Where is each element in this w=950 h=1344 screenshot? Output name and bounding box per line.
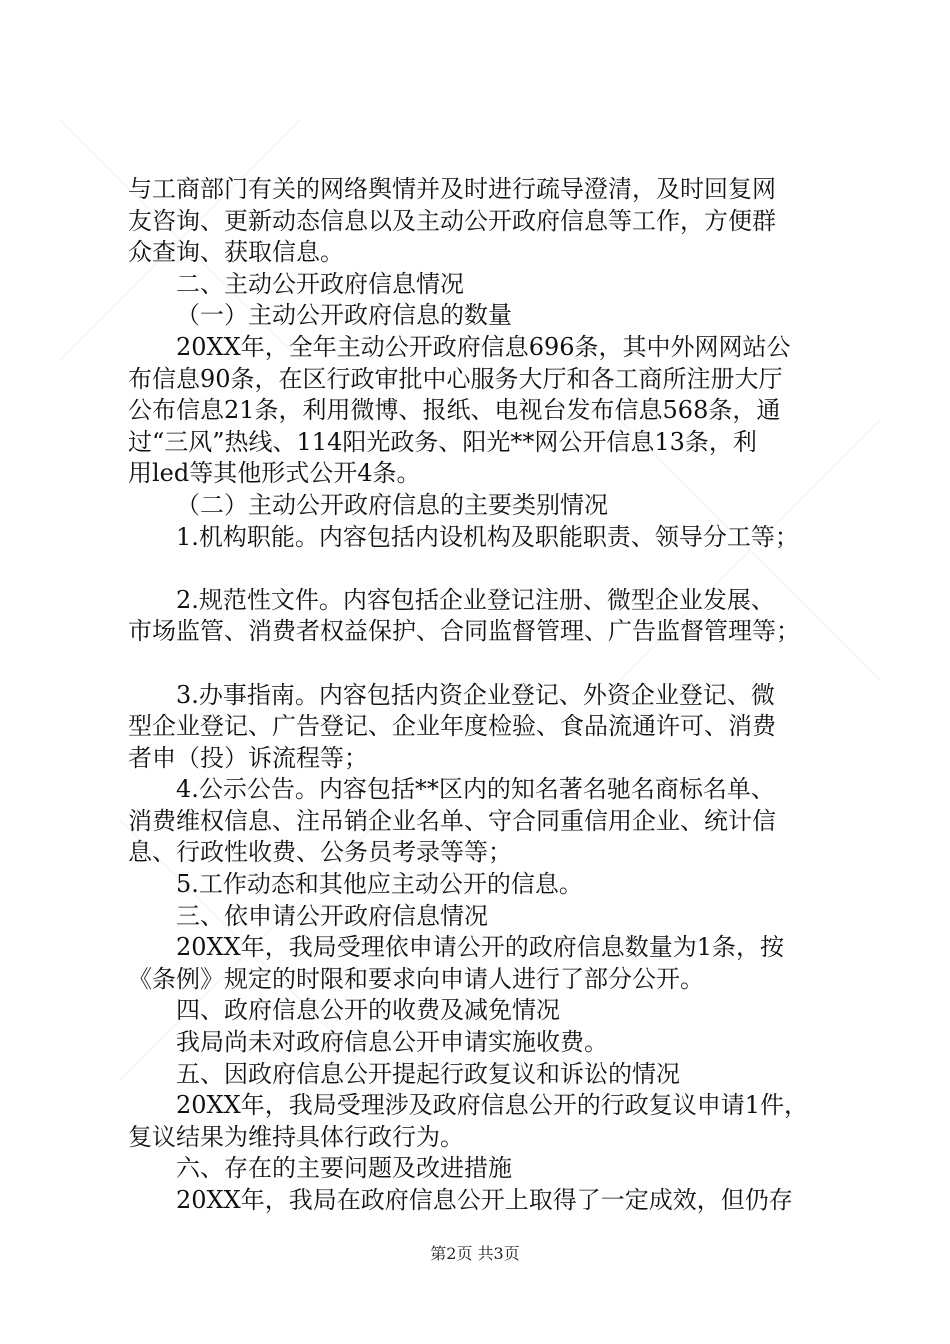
page-number: 第2页 共3页: [430, 1244, 520, 1263]
list-item: 3.办事指南。内容包括内资企业登记、外资企业登记、微: [176, 680, 775, 709]
text-line: 用led等其他形式公开4条。: [128, 459, 421, 488]
subsection-heading: （二）主动公开政府信息的主要类别情况: [176, 490, 608, 519]
list-item: 1.机构职能。内容包括内设机构及职能职责、领导分工等；: [176, 522, 799, 551]
section-heading: 六、存在的主要问题及改进措施: [176, 1154, 512, 1183]
text-line: 《条例》规定的时限和要求向申请人进行了部分公开。: [128, 964, 704, 993]
list-item: 4.公示公告。内容包括**区内的知名著名驰名商标名单、: [176, 775, 775, 804]
text-line: 息、行政性收费、公务员考录等等；: [128, 838, 512, 867]
section-heading: 三、依申请公开政府信息情况: [176, 901, 488, 930]
document-body: [128, 174, 840, 1217]
text-line: 友咨询、更新动态信息以及主动公开政府信息等工作，方便群: [128, 206, 776, 235]
list-item: 2.规范性文件。内容包括企业登记注册、微型企业发展、: [176, 585, 775, 614]
text-line: 与工商部门有关的网络舆情并及时进行疏导澄清，及时回复网: [128, 175, 776, 203]
text-line: 市场监管、消费者权益保护、合同监督管理、广告监督管理等；: [128, 617, 800, 646]
text-line: 过“三风”热线、114阳光政务、阳光**网公开信息13条，利: [128, 427, 757, 456]
paragraph-gap: [128, 553, 840, 585]
section-heading: 四、政府信息公开的收费及减免情况: [176, 996, 560, 1025]
text-line: 消费维权信息、注吊销企业名单、守合同重信用企业、统计信: [128, 806, 776, 835]
text-line: 我局尚未对政府信息公开申请实施收费。: [176, 1028, 608, 1057]
paragraph-gap: [128, 648, 840, 680]
subsection-heading: （一）主动公开政府信息的数量: [176, 301, 512, 330]
list-item: 5.工作动态和其他应主动公开的信息。: [176, 870, 583, 899]
text-line: 众查询、获取信息。: [128, 238, 344, 267]
text-line: 布信息90条，在区行政审批中心服务大厅和各工商所注册大厅: [128, 364, 783, 393]
text-line: 者申（投）诉流程等；: [128, 743, 368, 772]
text-line: 20XX年，我局在政府信息公开上取得了一定成效，但仍存: [176, 1186, 793, 1214]
text-line: 20XX年，我局受理涉及政府信息公开的行政复议申请1件，: [176, 1091, 808, 1120]
text-line: 20XX年，我局受理依申请公开的政府信息数量为1条，按: [176, 933, 784, 962]
section-heading: 二、主动公开政府信息情况: [176, 269, 464, 298]
section-heading: 五、因政府信息公开提起行政复议和诉讼的情况: [176, 1059, 680, 1088]
text-line: 20XX年，全年主动公开政府信息696条，其中外网网站公: [176, 332, 791, 361]
text-line: 型企业登记、广告登记、企业年度检验、食品流通许可、消费: [128, 712, 776, 741]
text-line: 公布信息21条，利用微博、报纸、电视台发布信息568条，通: [128, 396, 781, 425]
text-line: 复议结果为维持具体行政行为。: [128, 1122, 464, 1151]
